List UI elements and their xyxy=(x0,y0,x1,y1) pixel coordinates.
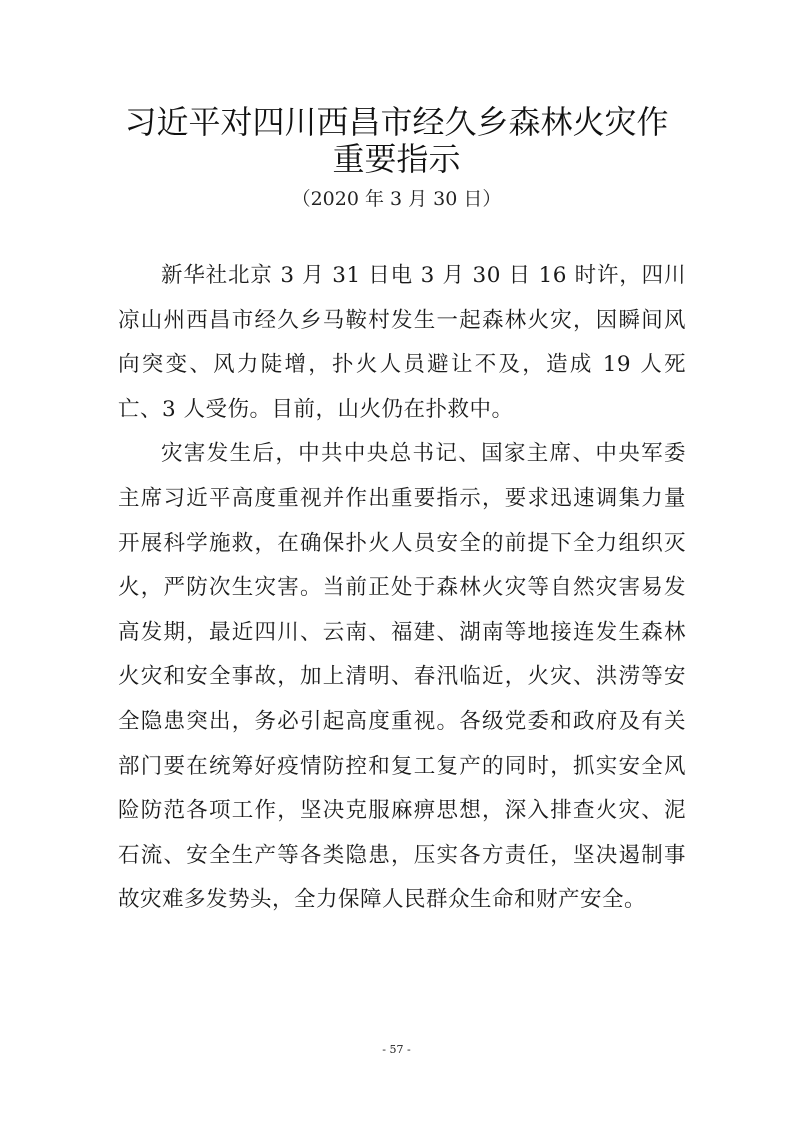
document-title-line-1: 习近平对四川西昌市经久乡森林火灾作 xyxy=(124,103,669,141)
document-date: （2020 年 3 月 30 日） xyxy=(291,188,502,210)
document-title-line-2: 重要指示 xyxy=(332,140,461,178)
paragraph-1: 新华社北京 3 月 31 日电 3 月 30 日 16 时许，四川凉山州西昌市经久乡马鞍村发生一起森林火灾，因瞬间风向突变、风力陡增，扑火人员避让不及，造成 19 人死亡、3 人受伤。目前，山火仍在扑救中。 xyxy=(118,263,686,422)
document-body xyxy=(118,254,686,923)
paragraph-2: 灾害发生后，中共中央总书记、国家主席、中央军委主席习近平高度重视并作出重要指示，要求迅速调集力量开展科学施救，在确保扑火人员安全的前提下全力组织灭火，严防次生灾害。当前正处于森林火灾等自然灾害易发高发期，最近四川、云南、福建、湖南等地接连发生森林火灾和安全事故，加上清明、春汛临近，火灾、洪涝等安全隐患突出，务必引起高度重视。各级党委和政府及有关部门要在统筹好疫情防控和复工复产的同时，抓实安全风险防范各项工作，坚决克服麻痹思想，深入排查火灾、泥石流、安全生产等各类隐患，压实各方责任，坚决遏制事故灾难多发势头，全力保障人民群众生命和财产安全。 xyxy=(118,441,686,913)
page-number: - 57 - xyxy=(382,1043,411,1056)
